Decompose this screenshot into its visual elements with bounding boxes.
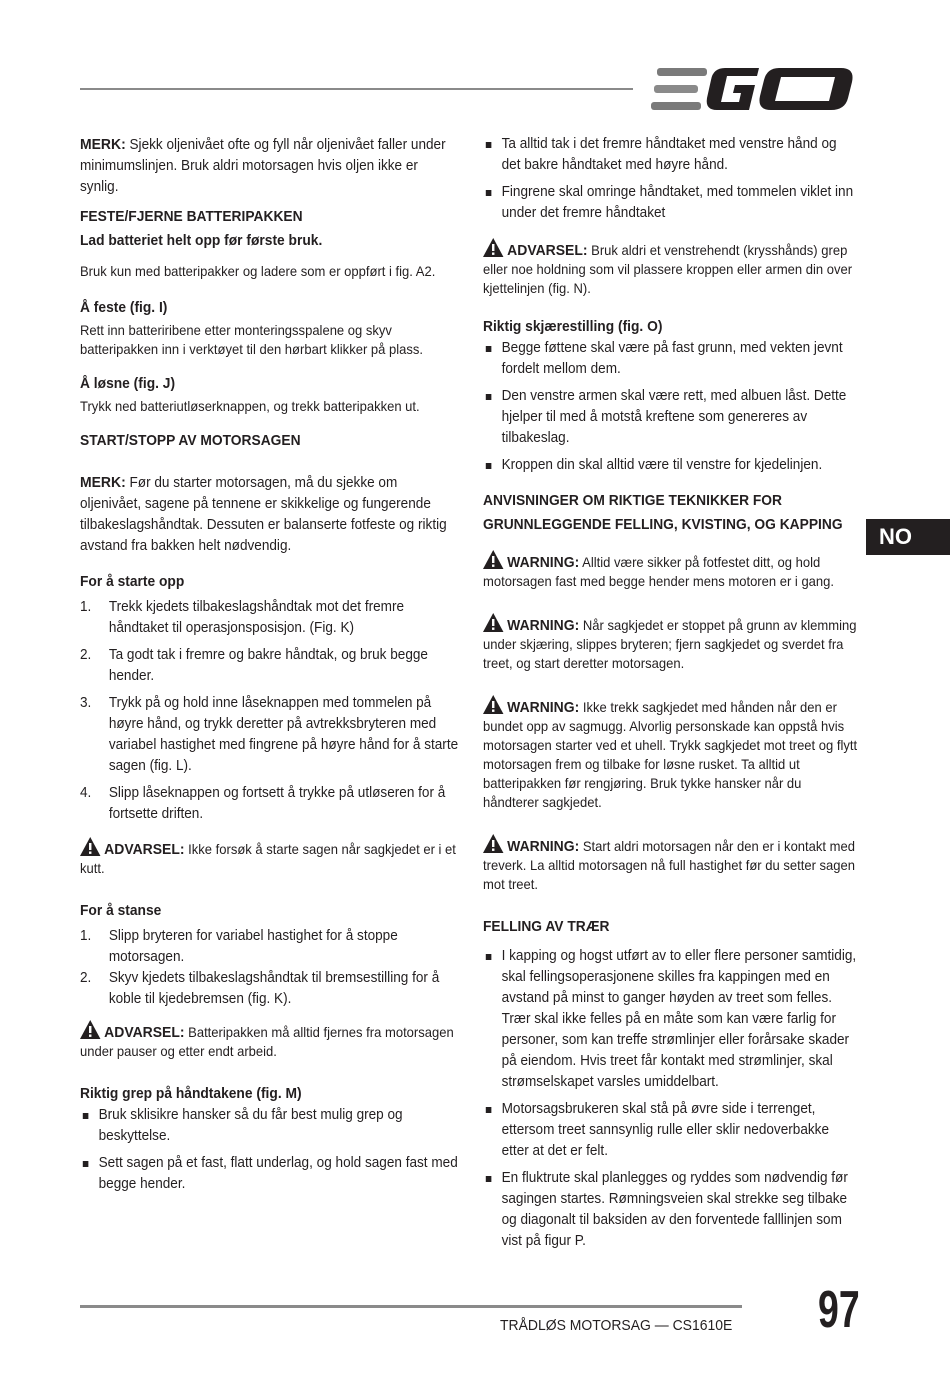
page-number: 97 (818, 1281, 860, 1339)
warning-pinched: WARNING: Når sagkjedet er stoppet på grunn av klemming under skjæring, slippes bryteren; fjern sagkjedet og sverdet fra treet, og start deretter motorsagen. (483, 613, 859, 673)
warning-icon (483, 613, 503, 632)
footer-rule (80, 1305, 742, 1308)
warning-icon (483, 834, 503, 853)
stance-title: Riktig skjærestilling (fig. O) (483, 318, 663, 335)
language-tab: NO (866, 519, 950, 555)
release-text: Trykk ned batteriutløserknappen, og trekk batteripakken ut. (80, 398, 420, 414)
list-item: Bruk sklisikre hansker så du får best mulig grep og beskyttelse. (80, 1105, 458, 1147)
attach-text: Rett inn batteriribene etter monteringsspalene og skyv batteripakken inn i verktøyet til den hørbart klikker på plass. (80, 322, 424, 357)
list-item: Begge føttene skal være på fast grunn, med vekten jevnt fordelt mellom dem. (483, 338, 859, 380)
list-item: I kapping og hogst utført av to eller flere personer samtidig, skal fellingsoperasjonene skilles fra kappingen med en avstand på minst to ganger høyden av treet som felles. Trær skal ikke felles på en måte som kan være farlig for personer, som kan treffe strømlinjer eller forårsake skader på eiendom. Hvis treet får kontakt med strømlinjer, skal strømselskapet varsles umiddelbart. (483, 946, 859, 1093)
section-title-felling: FELLING AV TRÆR (483, 918, 610, 935)
list-item: 2. Skyv kjedets tilbakeslagshåndtak til bremsestilling for å koble til kjedebremsen (fig. K). (80, 970, 440, 1007)
warning-grip: ADVARSEL: Bruk aldri et venstrehendt (krysshånds) grep eller noe holdning som vil plassere kroppen eller armen din over kjettelinjen (fig. N). (483, 238, 859, 298)
list-item: Ta alltid tak i det fremre håndtaket med venstre hånd og det bakre håndtaket med høyre hånd. (483, 134, 859, 176)
list-item: En fluktrute skal planlegges og ryddes som nødvendig før sagingen startes. Rømningsveien skal strekke seg tilbake og diagonalt til baksiden av den forventede falllinjen som vist på figur P. (483, 1168, 859, 1252)
warning-icon (483, 695, 503, 714)
warning-icon (483, 550, 503, 569)
warning-start: ADVARSEL: Ikke forsøk å starte sagen når sagkjedet er i et kutt. (80, 837, 458, 878)
right-column (483, 134, 861, 1252)
note-before-start: MERK: Før du starter motorsagen, må du sjekke om oljenivået, sagene på tennene er skikkelige og fungerende tilbakeslagshåndtak. Dessuten er balanserte fotfeste og riktig avstand fra bakken helt nødvendig. (80, 474, 447, 554)
section-title-startstop: START/STOPP AV MOTORSAGEN (80, 432, 301, 449)
attach-title: Å feste (fig. I) (80, 299, 168, 316)
warning-chain-hand: WARNING: Ikke trekk sagkjedet med hånden når den er bundet opp av sagmugg. Alvorlig personskade kan oppstå hvis motorsagen starter ved et uhell. Trykk sagkjedet mot treet og flytt motorsagen frem og tilbake for løsne rusket. Ta alltid ut batteripakken før rengjøring. Bruk tykke hansker når du håndterer sagkjedet. (483, 695, 859, 812)
list-item: 1. Slipp bryteren for variabel hastighet for å stoppe motorsagen. (80, 928, 398, 965)
warning-contact: WARNING: Start aldri motorsagen når den er i kontakt med treverk. La alltid motorsagen nå full hastighet før du setter sagen mot treet. (483, 834, 859, 894)
warning-icon (80, 1020, 100, 1039)
battery-subtitle: Lad batteriet helt opp før første bruk. (80, 232, 323, 249)
list-item: Motorsagsbrukeren skal stå på øvre side i terrenget, ettersom treet sannsynlig rulle eller sklir nedoverbakke etter at det er felt. (483, 1099, 859, 1162)
note-oil: MERK: Sjekk oljenivået ofte og fyll når oljenivået faller under minimumslinjen. Bruk aldri motorsagen hvis oljen ikke er synlig. (80, 136, 446, 195)
warning-battery-remove: ADVARSEL: Batteripakken må alltid fjernes fra motorsagen under pauser og etter endt arbeid. (80, 1020, 458, 1061)
list-item: 4. Slipp låseknappen og fortsett å trykke på utløseren for å fortsette driften. (80, 785, 446, 822)
grip-title: Riktig grep på håndtakene (fig. M) (80, 1085, 302, 1102)
start-title: For å starte opp (80, 573, 185, 590)
list-item: 3. Trykk på og hold inne låseknappen med tommelen på høyre hånd, og trykk deretter på avtrekksbryteren med variabel hastighet med fingrene på høyre hånd for å starte sagen (fig. L). (80, 695, 459, 774)
footer-title: TRÅDLØS MOTORSAG — CS1610E (500, 1317, 733, 1334)
list-item: Fingrene skal omringe håndtaket, med tommelen viklet inn under det fremre håndtaket (483, 182, 859, 224)
battery-text: Bruk kun med batteripakker og ladere som er oppført i fig. A2. (80, 263, 436, 279)
warning-footing: WARNING: Alltid være sikker på fotfestet ditt, og hold motorsagen fast med begge hender mens motoren er i gang. (483, 550, 859, 591)
list-item: 2. Ta godt tak i fremre og bakre håndtak, og bruk begge hender. (80, 647, 428, 684)
section-title-battery: FESTE/FJERNE BATTERIPAKKEN (80, 208, 303, 225)
list-item: 1. Trekk kjedets tilbakeslagshåndtak mot det fremre håndtaket til operasjonsposisjon. (Fig. K) (80, 599, 405, 636)
list-item: Sett sagen på et fast, flatt underlag, og hold sagen fast med begge hender. (80, 1153, 458, 1195)
release-title: Å løsne (fig. J) (80, 375, 176, 392)
stop-title: For å stanse (80, 902, 162, 919)
technique-title-line1: ANVISNINGER OM RIKTIGE TEKNIKKER FOR (483, 492, 783, 509)
list-item: Kroppen din skal alltid være til venstre for kjedelinjen. (483, 455, 859, 476)
header-rule (80, 88, 633, 90)
technique-title-line2: GRUNNLEGGENDE FELLING, KVISTING, OG KAPPING (483, 516, 843, 533)
left-column (80, 134, 460, 1195)
ego-logo-icon (651, 64, 861, 114)
warning-icon (80, 837, 100, 856)
warning-icon (483, 238, 503, 257)
list-item: Den venstre armen skal være rett, med albuen låst. Dette hjelper til med å motstå kreftene som genereres av tilbakeslag. (483, 386, 859, 449)
